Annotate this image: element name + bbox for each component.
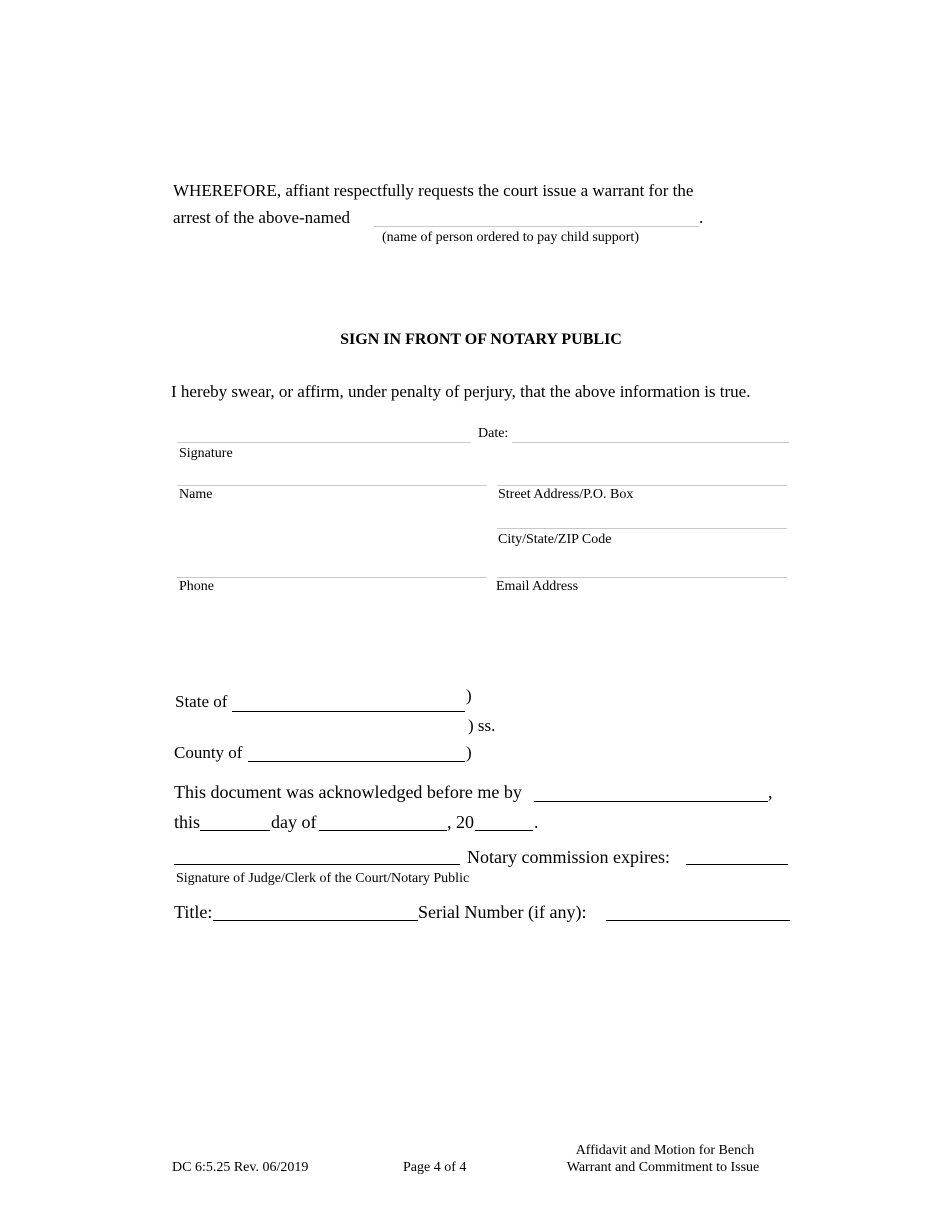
notary-heading: SIGN IN FRONT OF NOTARY PUBLIC <box>340 331 622 348</box>
email-field[interactable] <box>497 577 787 578</box>
oath-statement: I hereby swear, or affirm, under penalty of perjury, that the above information is true. <box>171 382 751 401</box>
state-field[interactable] <box>232 711 465 712</box>
footer-form-title-line1: Affidavit and Motion for Bench <box>575 1143 755 1158</box>
month-field[interactable] <box>319 830 447 831</box>
footer-page-number: Page 4 of 4 <box>403 1160 467 1175</box>
email-label: Email Address <box>496 579 579 594</box>
footer-form-title-line2: Warrant and Commitment to Issue <box>566 1160 760 1175</box>
serial-number-label: Serial Number (if any): <box>418 902 587 922</box>
acknowledged-by-label: This document was acknowledged before me by <box>174 782 522 802</box>
notary-signature-caption: Signature of Judge/Clerk of the Court/Notary Public <box>176 871 470 886</box>
wherefore-line2-prefix: arrest of the above-named <box>173 208 350 227</box>
county-of-label: County of <box>174 743 243 762</box>
street-address-label: Street Address/P.O. Box <box>498 487 634 502</box>
title-label: Title: <box>174 902 213 922</box>
commission-expires-label: Notary commission expires: <box>467 847 670 867</box>
date-label: Date: <box>478 426 509 441</box>
phone-label: Phone <box>179 579 214 594</box>
name-label: Name <box>179 487 213 502</box>
serial-number-field[interactable] <box>606 920 790 921</box>
signature-label: Signature <box>179 446 233 461</box>
date-field[interactable] <box>512 442 789 443</box>
ss-label: ) ss. <box>468 716 496 735</box>
state-paren: ) <box>466 686 472 705</box>
county-paren: ) <box>466 743 472 762</box>
city-state-zip-field[interactable] <box>497 528 787 529</box>
respondent-name-caption: (name of person ordered to pay child support) <box>382 230 639 245</box>
title-field[interactable] <box>213 920 418 921</box>
respondent-name-field[interactable] <box>374 226 699 227</box>
notary-signature-field[interactable] <box>174 864 460 865</box>
name-field[interactable] <box>177 485 487 486</box>
year-period: . <box>534 812 539 832</box>
county-field[interactable] <box>248 761 465 762</box>
signature-field[interactable] <box>177 442 471 443</box>
street-address-field[interactable] <box>497 485 787 486</box>
phone-field[interactable] <box>177 577 487 578</box>
acknowledged-comma: , <box>768 782 773 802</box>
year-field[interactable] <box>475 830 533 831</box>
this-label: this <box>174 812 201 832</box>
commission-expires-field[interactable] <box>686 864 788 865</box>
state-of-label: State of <box>175 692 228 711</box>
acknowledged-by-field[interactable] <box>534 801 768 802</box>
footer-form-id: DC 6:5.25 Rev. 06/2019 <box>172 1160 309 1175</box>
year-prefix: , 20 <box>447 812 474 832</box>
city-state-zip-label: City/State/ZIP Code <box>498 532 612 547</box>
wherefore-line1: WHEREFORE, affiant respectfully requests the court issue a warrant for the <box>173 181 694 200</box>
day-field[interactable] <box>200 830 270 831</box>
day-of-label: day of <box>271 812 317 832</box>
wherefore-period: . <box>699 208 704 227</box>
